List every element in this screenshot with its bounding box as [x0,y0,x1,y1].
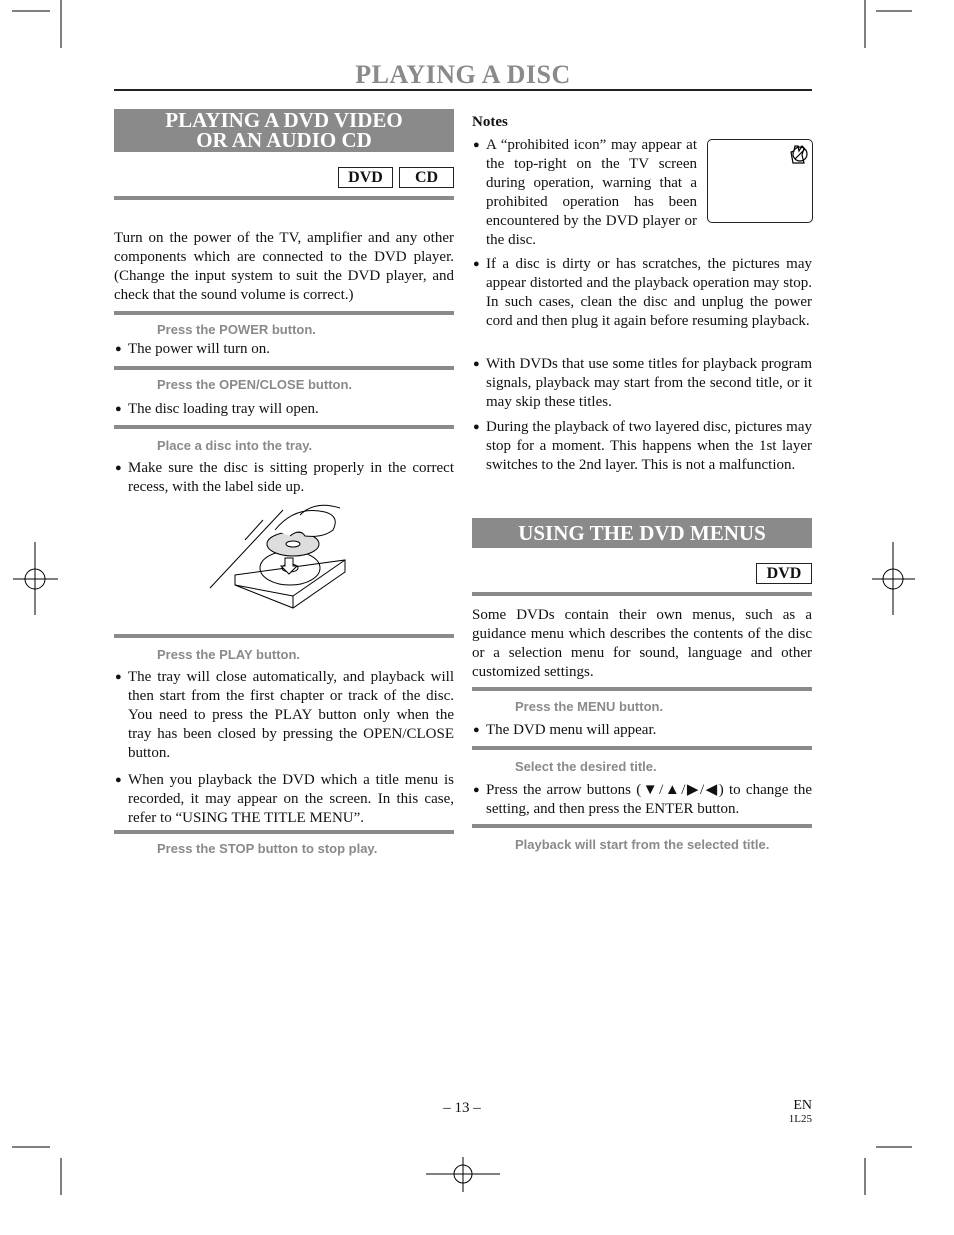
note-text: With DVDs that use some titles for playback program signals, playback may start from the second title, or it may skip these titles. [486,356,812,410]
document-code: 1L25 [788,1113,812,1125]
step-playback-start: Playback will start from the selected title. [515,837,770,852]
step-divider [114,425,454,429]
step-divider [472,687,812,691]
step-select-title: Select the desired title. [515,759,657,774]
heading-line-2: OR AN AUDIO CD [196,128,372,152]
step-stop: Press the STOP button to stop play. [157,841,378,856]
step-divider [114,311,454,315]
menus-intro: Some DVDs contain their own menus, such as a guidance menu which describes the contents of the disc or a selection menu for sound, language and other customized settings. [472,607,812,680]
cd-tag: CD [399,167,454,188]
heading-line-1: PLAYING A DVD VIDEO [165,108,403,132]
bullet-text: The DVD menu will appear. [486,722,657,738]
divider [114,196,454,200]
step-open-close: Press the OPEN/CLOSE button. [157,377,353,392]
page-title: PLAYING A DISC [355,60,571,89]
dvd-tag: DVD [756,563,812,584]
disc-tray-illustration [205,500,355,615]
bullet-select: ● Press the arrow buttons (▼/▲/▶/◀) to change the setting, and then press the ENTER button. [473,782,812,817]
bullet-text: When you playback the DVD which a title menu is recorded, it may appear on the screen. In this case, refer to “USING THE TITLE MENU”. [128,772,454,826]
step-divider [114,634,454,638]
step-menu: Press the MENU button. [515,699,664,714]
bullet-play-2: ● When you playback the DVD which a title menu is recorded, it may appear on the screen. In this case, refer to “USING THE TITLE MENU”. [115,772,454,826]
step-place-disc: Place a disc into the tray. [157,438,313,453]
step-divider [114,366,454,370]
note-3: ● With DVDs that use some titles for playback program signals, playback may start from the second title, or it may skip these titles. [473,356,812,410]
bullet-text: The power will turn on. [128,341,271,357]
note-1: ● A “prohibited icon” may appear at the top-right on the TV screen during operation, warning that a prohibited operation has been encountered by the DVD player or the disc. [473,137,697,248]
divider [472,592,812,596]
bullet-menu: ● The DVD menu will appear. [473,722,657,738]
bullet-play-1: ● The tray will close automatically, and playback will then start from the first chapter or track of the disc. You need to press the PLAY button only when the tray has been closed by pressing the OPEN/CLOSE button. [115,669,454,761]
prohibited-icon [787,143,809,165]
step-power: Press the POWER button. [157,322,316,337]
bullet-power: ● The power will turn on. [115,341,271,357]
language-code: EN [793,1098,812,1113]
note-text: A “prohibited icon” may appear at the top-right on the TV screen during operation, warning that a prohibited operation has been encountered by the DVD player or the disc. [486,137,697,248]
bullet-text: Press the arrow buttons (▼/▲/▶/◀) to change the setting, and then press the ENTER button. [486,782,812,817]
bullet-place: ● Make sure the disc is sitting properly in the correct recess, with the label side up. [115,460,454,495]
note-text: If a disc is dirty or has scratches, the pictures may appear distorted and the playback operation may stop. In such cases, clean the disc and unplug the power cord and then plug it again before resuming playback. [486,256,812,329]
step-divider [472,824,812,828]
note-text: During the playback of two layered disc, pictures may stop for a moment. This happens when the 1st layer switches to the 2nd layer. This is not a malfunction. [486,419,812,473]
title-rule [114,89,812,91]
step-play: Press the PLAY button. [157,647,301,662]
section-heading-playing [114,109,454,152]
notes-heading: Notes [472,114,508,130]
bullet-text: The tray will close automatically, and playback will then start from the first chapter or track of the disc. You need to press the PLAY button only when the tray has been closed by pressing the OPEN/CLOSE button. [128,669,454,761]
dvd-tag: DVD [338,167,393,188]
section-heading-dvd-menus: USING THE DVD MENUS [472,518,812,548]
step-divider [114,830,454,834]
bullet-text: The disc loading tray will open. [128,401,319,417]
note-4: ● During the playback of two layered disc, pictures may stop for a moment. This happens when the 1st layer switches to the 2nd layer. This is not a malfunction. [473,419,812,473]
bullet-text: Make sure the disc is sitting properly in the correct recess, with the label side up. [128,460,454,495]
intro-text: Turn on the power of the TV, amplifier and any other components which are connected to the DVD player. (Change the input system to suit the DVD player, and check that the sound volume is correct.) [114,230,454,303]
note-2: ● If a disc is dirty or has scratches, the pictures may appear distorted and the playback operation may stop. In such cases, clean the disc and unplug the power cord and then plug it again before resuming playback. [473,256,812,329]
bullet-open: ● The disc loading tray will open. [115,401,319,417]
step-divider [472,746,812,750]
tv-screen-illustration [707,139,813,223]
page-number: – 13 – [443,1100,481,1116]
